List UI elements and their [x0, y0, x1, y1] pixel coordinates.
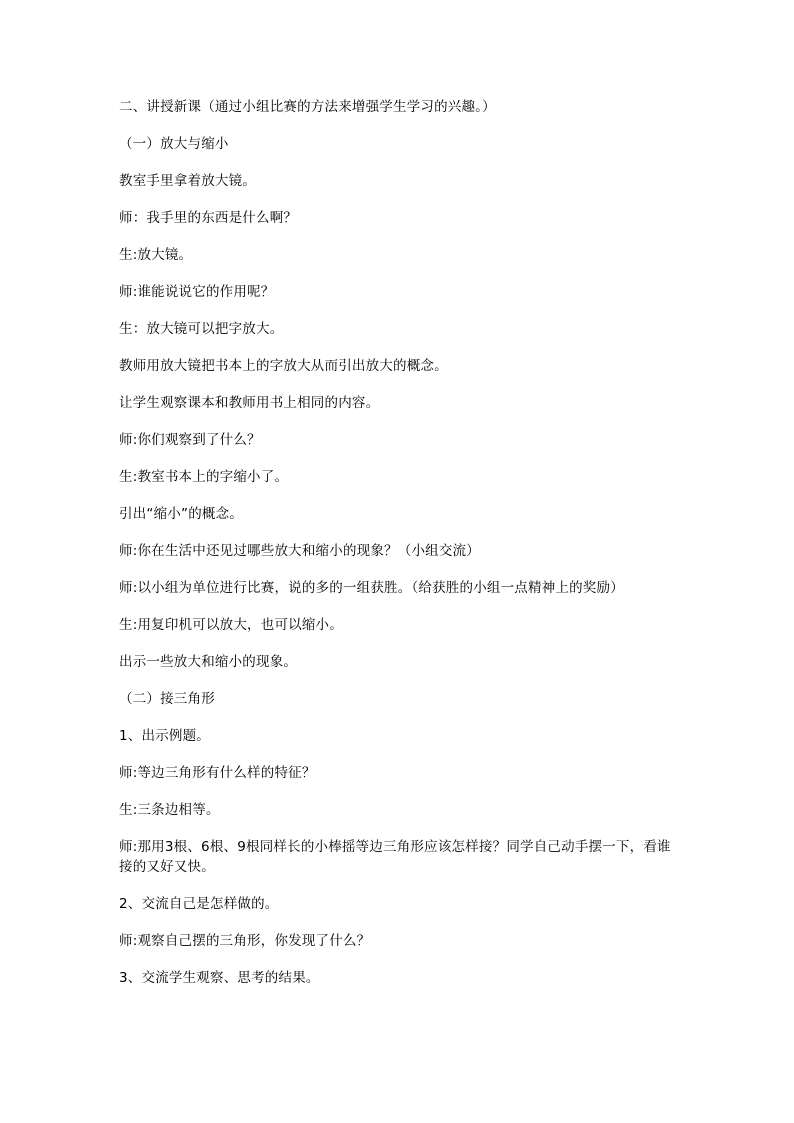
- paragraph: 师:观察自己摆的三角形，你发现了什么？: [119, 933, 371, 949]
- paragraph: 生:放大镜。: [119, 247, 193, 263]
- paragraph: 引出“缩小”的概念。: [119, 506, 243, 522]
- paragraph: 生:教室书本上的字缩小了。: [119, 469, 289, 485]
- paragraph: 生：放大镜可以把字放大。: [119, 321, 284, 337]
- paragraph: 1、出示例题。: [119, 728, 210, 744]
- paragraph: 师:那用3根、6根、9根同样长的小棒摇等边三角形应该怎样接？同学自己动手摆一下，看谁接的又好又快。: [119, 839, 671, 875]
- paragraph: 出示一些放大和缩小的现象。: [119, 654, 298, 670]
- paragraph: 师:你在生活中还见过哪些放大和缩小的现象？（小组交流）: [119, 543, 480, 559]
- paragraph: 师：我手里的东西是什么啊？: [119, 210, 298, 226]
- paragraph: 让学生观察课本和教师用书上相同的内容。: [119, 395, 380, 411]
- paragraph: 师:以小组为单位进行比赛，说的多的一组获胜。（给获胜的小组一点精神上的奖励）: [119, 580, 624, 596]
- document-body: [119, 97, 679, 1005]
- subsection-heading: （一）放大与缩小: [119, 136, 229, 152]
- paragraph: 师:谁能说说它的作用呢？: [119, 284, 275, 300]
- paragraph: 生:三条边相等。: [119, 802, 220, 818]
- subsection-heading: （二）接三角形: [119, 691, 215, 707]
- section-heading: 二、讲授新课（通过小组比赛的方法来增强学生学习的兴趣。）: [119, 99, 496, 115]
- paragraph: 生:用复印机可以放大，也可以缩小。: [119, 617, 343, 633]
- paragraph: 教师用放大镜把书本上的字放大从而引出放大的概念。: [119, 358, 448, 374]
- paragraph: 师:等边三角形有什么样的特征？: [119, 765, 316, 781]
- paragraph: 3、交流学生观察、思考的结果。: [119, 970, 320, 986]
- paragraph: 教室手里拿着放大镜。: [119, 173, 256, 189]
- paragraph: 师:你们观察到了什么？: [119, 432, 261, 448]
- paragraph: 2、交流自己是怎样做的。: [119, 896, 279, 912]
